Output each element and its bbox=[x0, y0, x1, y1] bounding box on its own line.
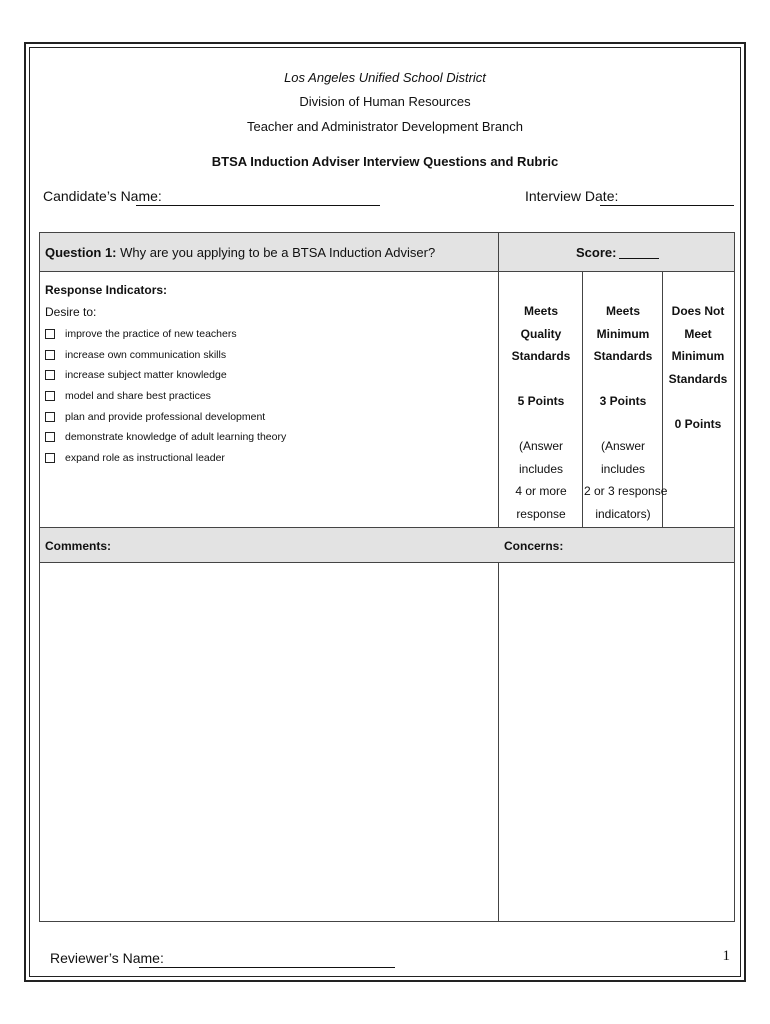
question-text bbox=[45, 245, 435, 260]
rubric-meets-quality: Meets Quality Standards 5 Points (Answer includes 4 or more response bbox=[502, 300, 580, 548]
checkbox-icon[interactable] bbox=[45, 370, 55, 380]
list-item: plan and provide professional development bbox=[45, 411, 286, 432]
candidate-name-field[interactable] bbox=[136, 205, 380, 206]
page-border bbox=[24, 42, 746, 982]
comments-header-row bbox=[40, 527, 734, 563]
division-name: Division of Human Resources bbox=[299, 94, 471, 109]
list-item: expand role as instructional leader bbox=[45, 452, 286, 473]
indicators-title: Response Indicators: bbox=[45, 283, 168, 297]
list-item: increase subject matter knowledge bbox=[45, 369, 286, 390]
branch-name: Teacher and Administrator Development Branch bbox=[246, 119, 524, 134]
indicators-list bbox=[45, 328, 286, 473]
table-column-divider bbox=[498, 233, 499, 921]
page-number: 1 bbox=[722, 948, 730, 964]
reviewer-name-label: Reviewer’s Name: bbox=[50, 950, 164, 966]
list-item: increase own communication skills bbox=[45, 349, 286, 370]
concerns-label: Concerns: bbox=[504, 539, 564, 553]
question-body: Why are you applying to be a BTSA Induction Adviser? bbox=[116, 245, 436, 260]
points-3: 3 Points bbox=[599, 394, 647, 408]
indicators-intro: Desire to: bbox=[45, 305, 97, 319]
district-name: Los Angeles Unified School District bbox=[284, 70, 486, 85]
rubric-divider-1 bbox=[582, 271, 583, 527]
checkbox-icon[interactable] bbox=[45, 329, 55, 339]
interview-date-field[interactable] bbox=[600, 205, 734, 206]
candidate-name-label: Candidate’s Name: bbox=[43, 188, 162, 204]
rubric-table bbox=[39, 232, 735, 922]
question-number: Question 1: bbox=[45, 245, 117, 260]
document-title: BTSA Induction Adviser Interview Questions and Rubric bbox=[211, 154, 559, 169]
checkbox-icon[interactable] bbox=[45, 412, 55, 422]
rubric-does-not-meet: Does Not Meet Minimum Standards 0 Points bbox=[662, 300, 734, 435]
score-field[interactable] bbox=[619, 258, 659, 259]
checkbox-icon[interactable] bbox=[45, 453, 55, 463]
checkbox-icon[interactable] bbox=[45, 432, 55, 442]
checkbox-icon[interactable] bbox=[45, 350, 55, 360]
comments-label: Comments: bbox=[45, 539, 112, 553]
score-label: Score: bbox=[576, 245, 617, 260]
list-item: improve the practice of new teachers bbox=[45, 328, 286, 349]
reviewer-name-field[interactable] bbox=[139, 967, 395, 968]
question-row bbox=[40, 233, 734, 272]
score-area bbox=[576, 245, 659, 260]
page-inner-border bbox=[29, 47, 741, 977]
interview-date-label: Interview Date: bbox=[525, 188, 619, 204]
points-0: 0 Points bbox=[674, 416, 722, 431]
checkbox-icon[interactable] bbox=[45, 391, 55, 401]
points-5: 5 Points bbox=[517, 394, 565, 408]
list-item: model and share best practices bbox=[45, 390, 286, 411]
list-item: demonstrate knowledge of adult learning theory bbox=[45, 431, 286, 452]
rubric-meets-minimum: Meets Minimum Standards 3 Points (Answer includes 2 or 3 response indicators) bbox=[584, 304, 668, 521]
